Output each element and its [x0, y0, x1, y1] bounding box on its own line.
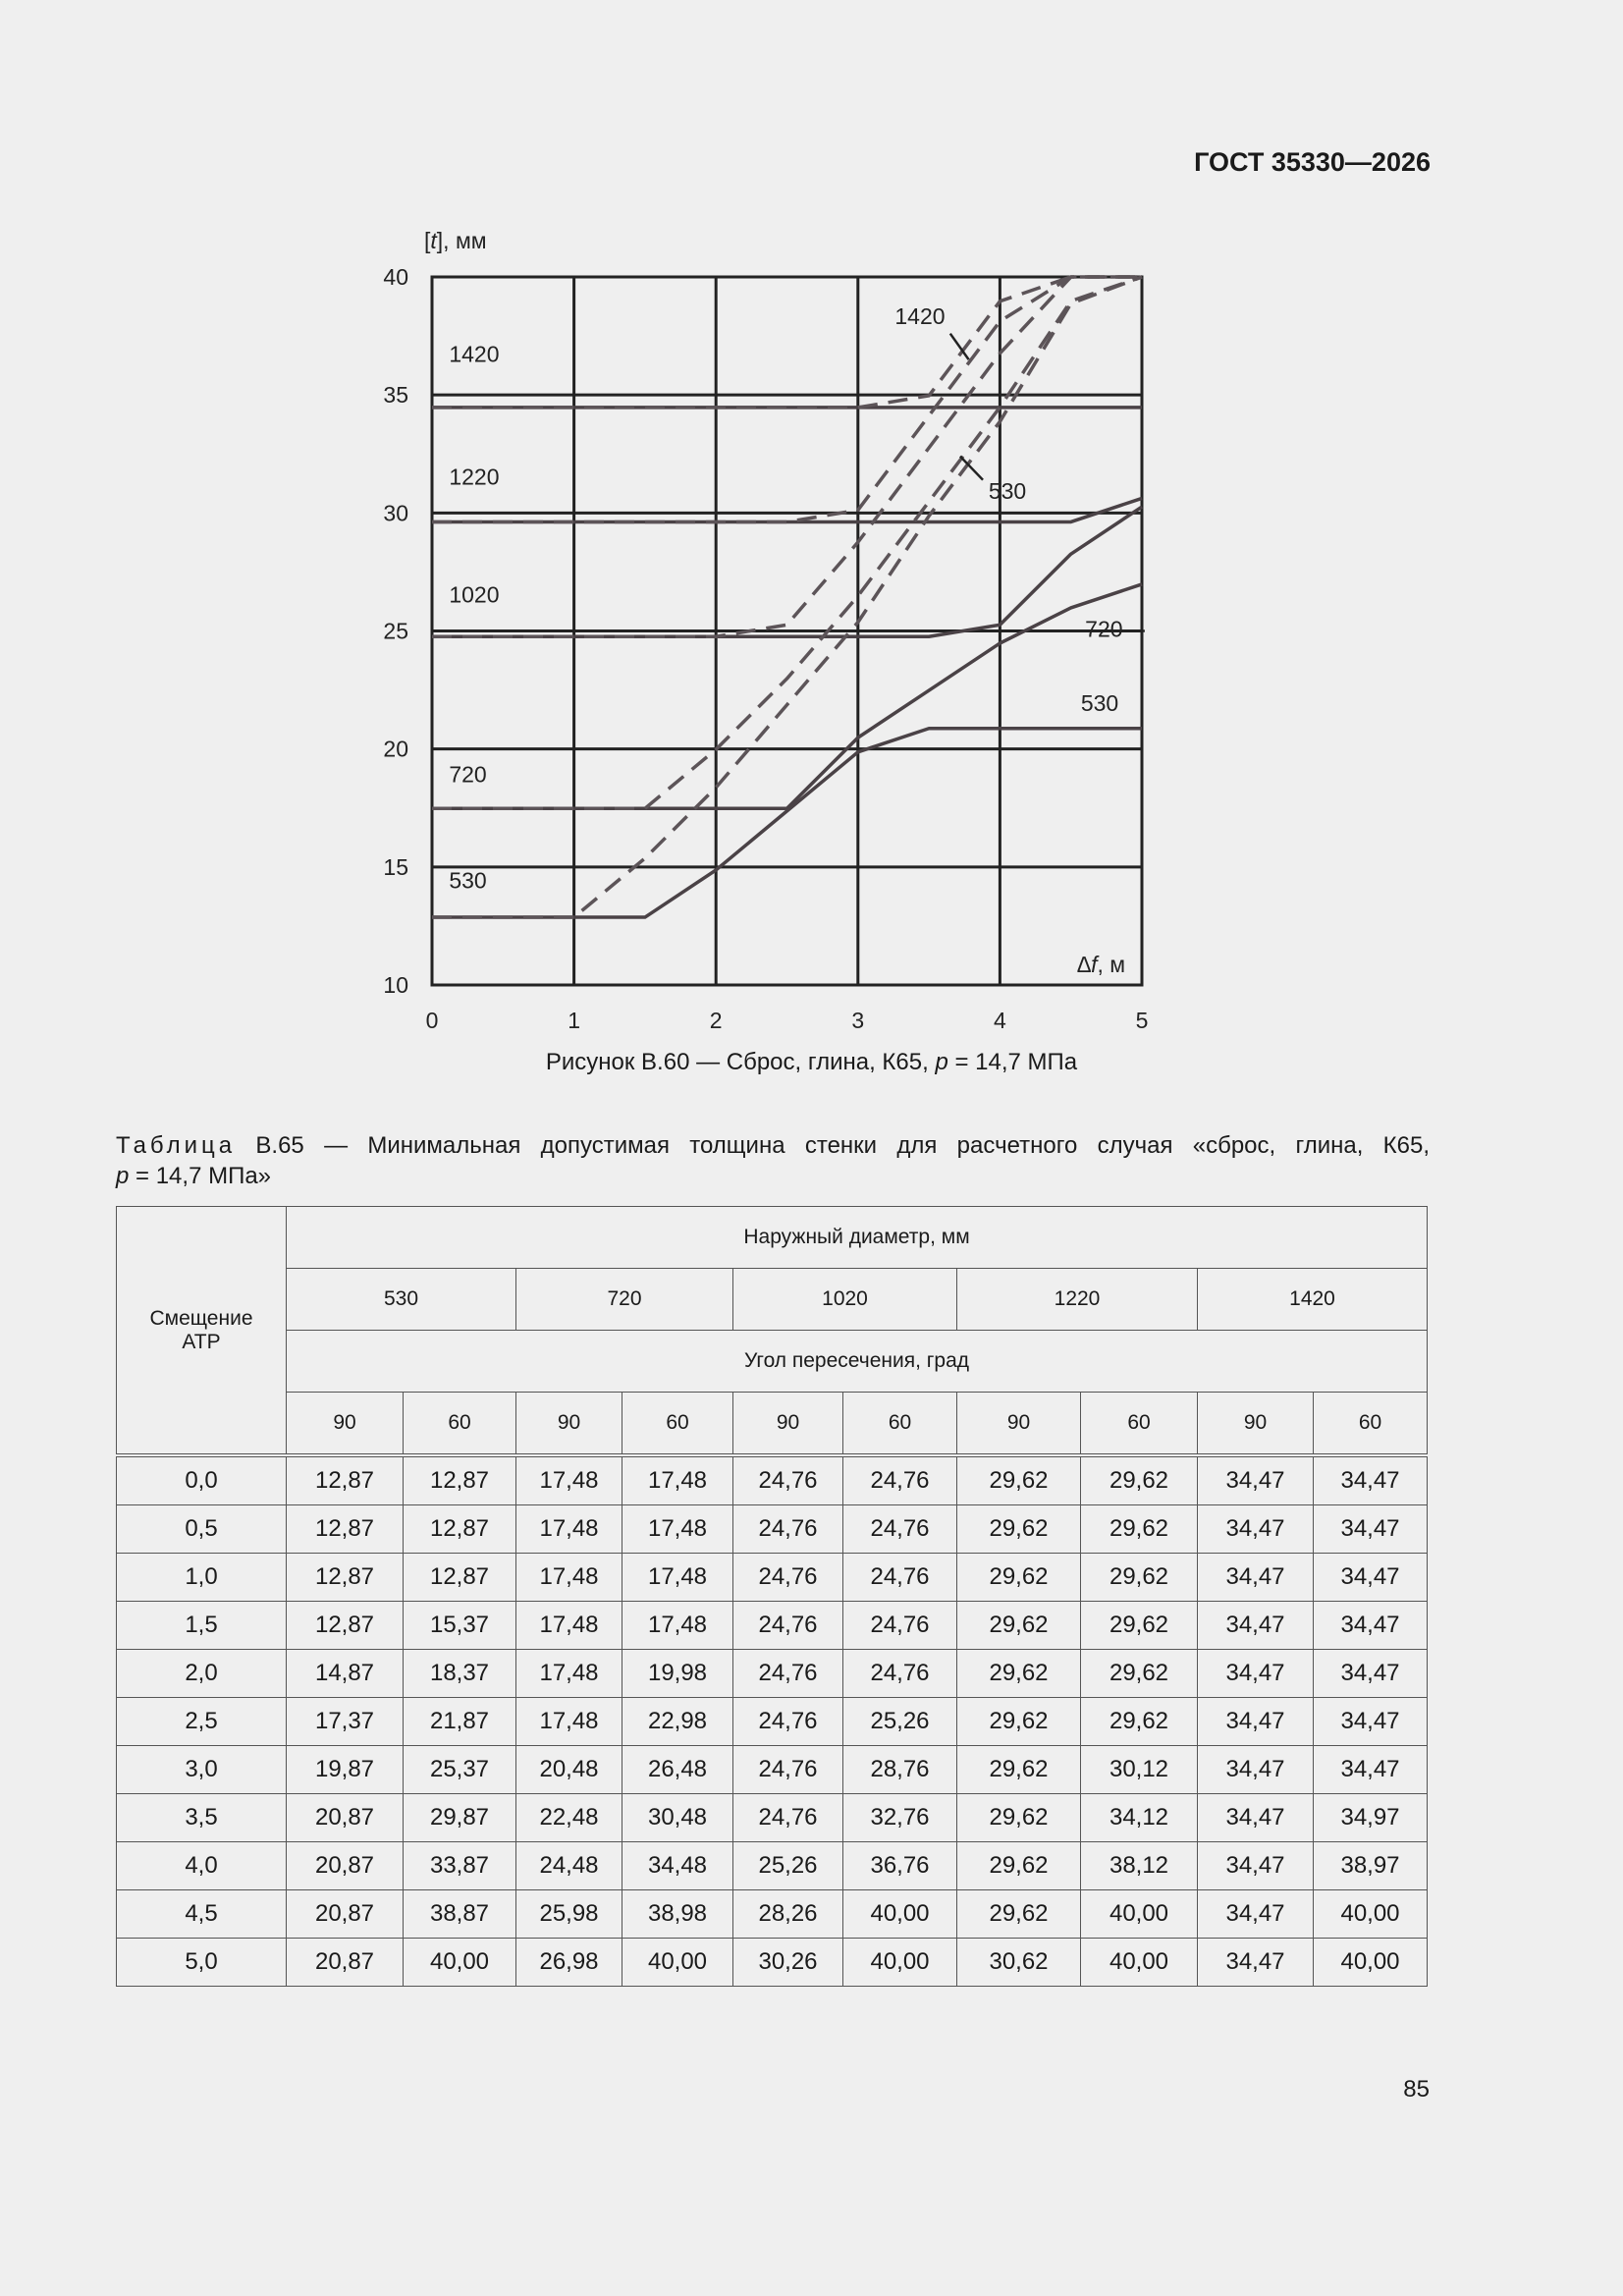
value-cell: 38,12: [1081, 1842, 1198, 1890]
value-cell: 24,76: [843, 1602, 957, 1650]
value-cell: 32,76: [843, 1794, 957, 1842]
value-cell: 29,62: [1081, 1650, 1198, 1698]
value-cell: 17,48: [516, 1554, 622, 1602]
value-cell: 29,87: [404, 1794, 516, 1842]
curve-annotation: 530: [1080, 690, 1119, 717]
angle-cell: 90: [733, 1393, 843, 1456]
value-cell: 29,62: [957, 1650, 1081, 1698]
thickness-table: [116, 1206, 1428, 1987]
value-cell: 26,98: [516, 1939, 622, 1987]
table-caption-cont: p = 14,7 МПа»: [116, 1163, 272, 1189]
offset-cell: 3,5: [117, 1794, 287, 1842]
value-cell: 28,26: [733, 1890, 843, 1939]
value-cell: 40,00: [622, 1939, 733, 1987]
y-tick-label: 15: [383, 853, 408, 880]
diameter-header: 1220: [957, 1269, 1198, 1331]
value-cell: 36,76: [843, 1842, 957, 1890]
value-cell: 20,87: [287, 1939, 404, 1987]
value-cell: 29,62: [957, 1505, 1081, 1554]
offset-cell: 4,0: [117, 1842, 287, 1890]
value-cell: 15,37: [404, 1602, 516, 1650]
value-cell: 25,98: [516, 1890, 622, 1939]
value-cell: 17,48: [516, 1650, 622, 1698]
value-cell: 29,62: [957, 1890, 1081, 1939]
value-cell: 17,48: [622, 1602, 733, 1650]
value-cell: 25,26: [733, 1842, 843, 1890]
value-cell: 17,48: [516, 1505, 622, 1554]
table-row: [117, 1505, 1428, 1554]
value-cell: 34,47: [1198, 1455, 1314, 1505]
value-cell: 17,37: [287, 1698, 404, 1746]
x-tick-label: 4: [994, 1008, 1006, 1033]
table-caption: Таблица В.65 — Минимальная допустимая толщина стенки для расчетного случая «сброс, глина, К65,: [116, 1132, 1431, 1159]
table-row: [117, 1842, 1428, 1890]
value-cell: 24,76: [843, 1554, 957, 1602]
value-cell: 34,47: [1314, 1505, 1428, 1554]
value-cell: 34,47: [1198, 1698, 1314, 1746]
series-line-dashed-1020: [432, 277, 1142, 636]
value-cell: 24,76: [733, 1455, 843, 1505]
row-header: Смещение АТР: [117, 1207, 287, 1456]
diameter-header: 530: [287, 1269, 516, 1331]
value-cell: 40,00: [843, 1939, 957, 1987]
value-cell: 20,87: [287, 1842, 404, 1890]
x-tick-label: 5: [1135, 1008, 1149, 1033]
x-axis-label: ∆f, м: [1077, 952, 1126, 977]
value-cell: 34,47: [1198, 1890, 1314, 1939]
diameter-header: 1420: [1198, 1269, 1428, 1331]
value-cell: 17,48: [622, 1455, 733, 1505]
value-cell: 12,87: [287, 1602, 404, 1650]
diameter-header: 720: [516, 1269, 733, 1331]
offset-cell: 0,5: [117, 1505, 287, 1554]
value-cell: 34,47: [1314, 1650, 1428, 1698]
value-cell: 34,47: [1314, 1602, 1428, 1650]
offset-cell: 1,5: [117, 1602, 287, 1650]
value-cell: 34,47: [1198, 1554, 1314, 1602]
value-cell: 12,87: [287, 1554, 404, 1602]
value-cell: 24,76: [733, 1505, 843, 1554]
table-row: [117, 1794, 1428, 1842]
y-tick-label: 10: [383, 972, 408, 998]
value-cell: 30,12: [1081, 1746, 1198, 1794]
value-cell: 34,47: [1198, 1842, 1314, 1890]
value-cell: 24,76: [733, 1746, 843, 1794]
angle-cell: 60: [404, 1393, 516, 1456]
y-tick-label: 35: [383, 382, 408, 409]
figure-caption: Рисунок В.60 — Сброс, глина, К65, p = 14,7 МПа: [545, 1049, 1078, 1075]
value-cell: 29,62: [957, 1455, 1081, 1505]
table-row: [117, 1939, 1428, 1987]
value-cell: 38,97: [1314, 1842, 1428, 1890]
y-tick-label: 25: [383, 618, 408, 644]
value-cell: 24,76: [843, 1650, 957, 1698]
value-cell: 30,48: [622, 1794, 733, 1842]
offset-cell: 2,0: [117, 1650, 287, 1698]
offset-cell: 3,0: [117, 1746, 287, 1794]
value-cell: 40,00: [1314, 1939, 1428, 1987]
value-cell: 34,47: [1198, 1746, 1314, 1794]
value-cell: 40,00: [1314, 1890, 1428, 1939]
value-cell: 18,37: [404, 1650, 516, 1698]
value-cell: 20,87: [287, 1890, 404, 1939]
offset-cell: 0,0: [117, 1455, 287, 1505]
curve-annotation: 530: [988, 477, 1027, 504]
value-cell: 19,98: [622, 1650, 733, 1698]
value-cell: 40,00: [404, 1939, 516, 1987]
series-line-solid-530: [432, 729, 1142, 917]
value-cell: 17,48: [516, 1455, 622, 1505]
angle-cell: 90: [957, 1393, 1081, 1456]
value-cell: 34,12: [1081, 1794, 1198, 1842]
value-cell: 24,76: [843, 1455, 957, 1505]
curve-annotation: 720: [449, 761, 487, 788]
curve-annotation: 1420: [449, 341, 500, 367]
offset-cell: 2,5: [117, 1698, 287, 1746]
value-cell: 24,76: [733, 1602, 843, 1650]
table-row: [117, 1746, 1428, 1794]
value-cell: 30,26: [733, 1939, 843, 1987]
offset-cell: 5,0: [117, 1939, 287, 1987]
value-cell: 14,87: [287, 1650, 404, 1698]
value-cell: 29,62: [1081, 1455, 1198, 1505]
curve-annotation: 1020: [449, 581, 500, 608]
value-cell: 12,87: [287, 1455, 404, 1505]
value-cell: 29,62: [957, 1554, 1081, 1602]
y-axis-label: [t], мм: [424, 228, 487, 253]
value-cell: 40,00: [843, 1890, 957, 1939]
curve-annotation: 1420: [894, 303, 946, 330]
value-cell: 29,62: [1081, 1554, 1198, 1602]
document-id: ГОСТ 35330—2026: [1194, 147, 1431, 177]
table-row: [117, 1650, 1428, 1698]
angle-cell: 60: [1314, 1393, 1428, 1456]
diameter-row: [117, 1269, 1428, 1331]
angle-cell: 60: [1081, 1393, 1198, 1456]
value-cell: 34,97: [1314, 1794, 1428, 1842]
figure-chart: [0, 0, 1623, 1041]
value-cell: 33,87: [404, 1842, 516, 1890]
value-cell: 12,87: [287, 1505, 404, 1554]
y-tick-label: 40: [383, 264, 408, 290]
table-row: [117, 1455, 1428, 1505]
value-cell: 34,47: [1314, 1455, 1428, 1505]
value-cell: 17,48: [622, 1505, 733, 1554]
value-cell: 30,62: [957, 1939, 1081, 1987]
value-cell: 22,48: [516, 1794, 622, 1842]
table-row: [117, 1890, 1428, 1939]
table-row: [117, 1602, 1428, 1650]
series-line-dashed-1220: [432, 277, 1142, 521]
chart-grid: [432, 277, 1142, 985]
value-cell: 24,76: [733, 1650, 843, 1698]
curve-annotation: 1220: [449, 464, 500, 490]
value-cell: 25,26: [843, 1698, 957, 1746]
value-cell: 29,62: [1081, 1505, 1198, 1554]
value-cell: 12,87: [404, 1554, 516, 1602]
table-body: [117, 1455, 1428, 1987]
series-line-solid-1020: [432, 507, 1142, 636]
series-line-solid-720: [432, 581, 1142, 808]
value-cell: 28,76: [843, 1746, 957, 1794]
angle-cell: 90: [287, 1393, 404, 1456]
value-cell: 24,76: [733, 1554, 843, 1602]
value-cell: 20,87: [287, 1794, 404, 1842]
value-cell: 29,62: [957, 1794, 1081, 1842]
value-cell: 24,76: [733, 1698, 843, 1746]
value-cell: 20,48: [516, 1746, 622, 1794]
value-cell: 24,48: [516, 1842, 622, 1890]
value-cell: 34,47: [1198, 1602, 1314, 1650]
value-cell: 29,62: [957, 1842, 1081, 1890]
x-tick-label: 1: [568, 1008, 580, 1033]
value-cell: 38,98: [622, 1890, 733, 1939]
value-cell: 24,76: [843, 1505, 957, 1554]
value-cell: 29,62: [1081, 1698, 1198, 1746]
angle-cell: 90: [516, 1393, 622, 1456]
x-tick-label: 0: [425, 1008, 439, 1033]
series-line-dashed-530: [432, 277, 1142, 917]
angle-cell: 90: [1198, 1393, 1314, 1456]
angle-cell: 60: [843, 1393, 957, 1456]
value-cell: 34,48: [622, 1842, 733, 1890]
value-cell: 21,87: [404, 1698, 516, 1746]
value-cell: 34,47: [1198, 1650, 1314, 1698]
x-tick-label: 2: [709, 1008, 723, 1033]
value-cell: 34,47: [1314, 1746, 1428, 1794]
value-cell: 17,48: [516, 1698, 622, 1746]
value-cell: 34,47: [1314, 1554, 1428, 1602]
angle-row: [117, 1393, 1428, 1456]
chart-series: [432, 277, 1142, 917]
angle-cell: 60: [622, 1393, 733, 1456]
value-cell: 34,47: [1314, 1698, 1428, 1746]
y-tick-label: 20: [383, 736, 408, 762]
page-number: 85: [1403, 2076, 1430, 2103]
value-cell: 25,37: [404, 1746, 516, 1794]
offset-cell: 4,5: [117, 1890, 287, 1939]
value-cell: 29,62: [1081, 1602, 1198, 1650]
value-cell: 24,76: [733, 1794, 843, 1842]
value-cell: 34,47: [1198, 1505, 1314, 1554]
outer-diameter-header: Наружный диаметр, мм: [287, 1207, 1428, 1269]
value-cell: 34,47: [1198, 1794, 1314, 1842]
value-cell: 29,62: [957, 1602, 1081, 1650]
y-tick-label: 30: [383, 500, 408, 526]
value-cell: 40,00: [1081, 1890, 1198, 1939]
offset-cell: 1,0: [117, 1554, 287, 1602]
value-cell: 29,62: [957, 1698, 1081, 1746]
value-cell: 38,87: [404, 1890, 516, 1939]
value-cell: 40,00: [1081, 1939, 1198, 1987]
diameter-header: 1020: [733, 1269, 957, 1331]
value-cell: 34,47: [1198, 1939, 1314, 1987]
value-cell: 22,98: [622, 1698, 733, 1746]
table-row: [117, 1554, 1428, 1602]
series-line-dashed-1420: [432, 277, 1142, 408]
value-cell: 19,87: [287, 1746, 404, 1794]
value-cell: 17,48: [516, 1602, 622, 1650]
value-cell: 26,48: [622, 1746, 733, 1794]
series-line-solid-1220: [432, 498, 1142, 521]
angle-header: Угол пересечения, град: [287, 1331, 1428, 1393]
value-cell: 17,48: [622, 1554, 733, 1602]
table-row: [117, 1698, 1428, 1746]
x-tick-label: 3: [851, 1008, 865, 1033]
value-cell: 12,87: [404, 1455, 516, 1505]
curve-annotation: 720: [1085, 616, 1123, 642]
value-cell: 29,62: [957, 1746, 1081, 1794]
curve-annotation: 530: [449, 867, 487, 894]
value-cell: 12,87: [404, 1505, 516, 1554]
